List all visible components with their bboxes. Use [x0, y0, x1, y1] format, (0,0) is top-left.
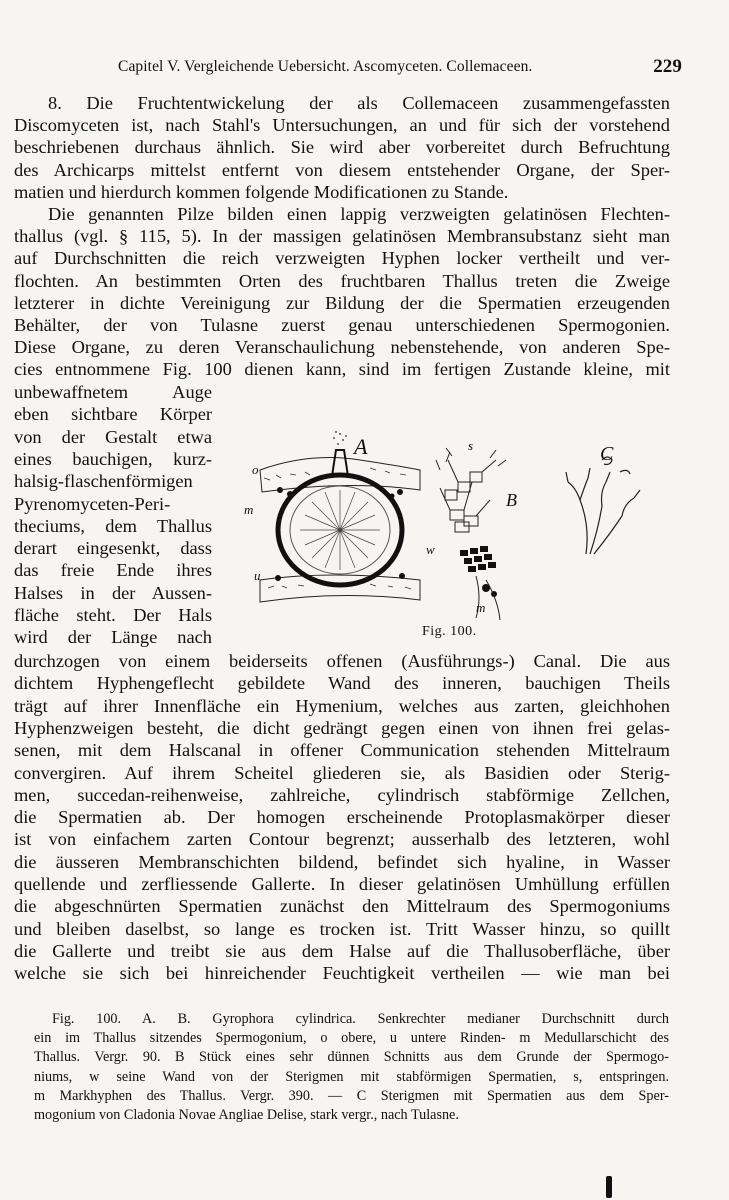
- text-line: welche sie sich bei hinreichender Feuchtigkeit vertheilen — wie man bei: [14, 963, 670, 984]
- text-line: eben sichtbare Körper: [14, 404, 212, 425]
- text-line: durchzogen von einem beiderseits offenen (Ausführungs-) Canal. Die aus: [14, 651, 670, 671]
- text-line: fläche steht. Der Hals: [14, 605, 212, 625]
- text-line: Hyphenzweigen besteht, die dicht gedrängt gegen einen von ihnen frei gelas-: [14, 717, 670, 738]
- figure-label-u: u: [254, 568, 261, 583]
- caption-line: mogonium von Cladonia Novae Angliae Delise, stark vergr., nach Tulasne.: [34, 1107, 459, 1123]
- text-line: derart eingesenkt, dass: [14, 538, 212, 559]
- page-edge-mark: [606, 1176, 612, 1198]
- text-line: Pyrenomyceten-Peri-: [14, 493, 171, 514]
- figure-inline-label: Fig. 100.: [422, 624, 477, 639]
- text-line: halsig-flaschenförmigen: [14, 471, 193, 492]
- figure-label-w: w: [426, 542, 435, 557]
- text-line: Discomyceten ist, nach Stahl's Untersuchungen, an und für sich der vorstehend: [14, 115, 670, 136]
- figure-C-sterigmata-cladonia: [566, 443, 640, 554]
- text-line: senen, mit dem Halscanal in offener Communication stehenden Mittelraum: [14, 740, 670, 761]
- figure-B-sterigmata-detail: [426, 438, 517, 620]
- running-title: Capitel V. Vergleichende Uebersicht. Ascomyceten. Collemaceen.: [118, 58, 533, 75]
- caption-line: ein im Thallus sitzendes Spermogonium, o obere, u untere Rinden- m Medullarschicht des: [34, 1030, 669, 1047]
- text-line: Behälter, der von Tulasne zuerst genau unterschiedenen Spermogonien.: [14, 315, 670, 335]
- text-line: die Gallerte und treibt sie aus dem Halse auf die Thallusoberfläche, über: [14, 940, 670, 961]
- figure-label-m: m: [244, 502, 254, 517]
- figure-label-m-B: m: [476, 600, 486, 615]
- text-line: trägt auf ihrer Innenfläche ein Hymenium, welches aus zarten, gleichhohen: [14, 695, 670, 716]
- text-line: und bleiben daselbst, so lange es trocken ist. Tritt Wasser hinzu, so quillt: [14, 918, 670, 939]
- figure-100-illustration: [244, 430, 690, 650]
- text-line: 8. Die Fruchtentwickelung der als Collemaceen zusammengefassten: [48, 93, 670, 113]
- text-line: cies entnommene Fig. 100 dienen kann, sind im fertigen Zustande kleine, mit: [14, 359, 670, 380]
- caption-line: Thallus. Vergr. 90. B Stück eines sehr dünnen Schnitts aus dem Grunde der Spermogo-: [34, 1049, 669, 1066]
- running-header: [118, 58, 684, 76]
- text-line: beschriebenen durchaus ähnlich. Sie wird aber vorbereitet durch Befruchtung: [14, 137, 670, 158]
- text-line: theciums, dem Thallus: [14, 515, 212, 536]
- text-line: thallus (vgl. § 115, 5). In der massigen gelatinösen Membransubstanz sieht man: [14, 226, 670, 247]
- text-line: flochten. An bestimmten Orten des fruchtbaren Thallus treten die Zweige: [14, 270, 670, 291]
- text-line: Halses in der Aussen-: [14, 582, 212, 603]
- text-line: unbewaffnetem Auge: [14, 382, 212, 402]
- figure-label-A: A: [354, 434, 368, 459]
- text-line: die Spermatien ab. Der homogen erscheinende Protoplasmakörper dieser: [14, 807, 670, 828]
- text-line: ist von einfachem zarten Contour begrenzt; ausserhalb des letzteren, wohl: [14, 829, 670, 850]
- text-line: eines bauchigen, kurz-: [14, 448, 212, 469]
- text-line: dichtem Hyphengeflecht gebildete Wand des inneren, bauchigen Theils: [14, 673, 670, 694]
- text-line: die abgeschnürten Spermatien zunächst den Mittelraum des Spermogoniums: [14, 896, 670, 917]
- text-line: matien und hierdurch kommen folgende Modificationen zu Stande.: [14, 181, 509, 202]
- text-line: wird der Länge nach: [14, 627, 212, 648]
- text-line: auf Durchschnitten die reich verzweigten Hyphen locker vertheilt und ver-: [14, 248, 670, 269]
- text-line: men, succedan-reihenweise, zahlreiche, cylindrisch stabförmige Zellchen,: [14, 784, 670, 805]
- text-line: das freie Ende ihres: [14, 560, 212, 581]
- caption-line: Fig. 100. A. B. Gyrophora cylindrica. Senkrechter medianer Durchschnitt durch: [52, 1011, 669, 1027]
- text-line: letzterer in dichte Vereinigung zur Bildung der die Spermatien erzeugenden: [14, 292, 670, 313]
- figure-label-C: C: [600, 443, 614, 465]
- caption-line: m Markhyphen des Thallus. Vergr. 390. — C Sterigmen mit Spermatien aus dem Sper-: [34, 1087, 669, 1104]
- figure-label-s: s: [468, 438, 474, 453]
- text-line: die äusseren Membranschichten bildend, befindet sich hyaline, in Wasser: [14, 851, 670, 872]
- text-line: Diese Organe, zu deren Veranschaulichung nebenstehende, von anderen Spe-: [14, 337, 670, 358]
- text-line: Die genannten Pilze bilden einen lappig verzweigten gelatinösen Flechten-: [48, 204, 670, 224]
- page-number: 229: [653, 56, 682, 77]
- text-line: des Archicarps mittelst entfernt von diesem entstehender Organe, der Sper-: [14, 159, 670, 180]
- text-line: convergiren. Auf ihrem Scheitel gliederen sie, als Basidien oder Sterig-: [14, 762, 670, 783]
- text-line: quellende und zerfliessende Gallerte. In dieser gelatinösen Umhüllung erfüllen: [14, 874, 670, 894]
- figure-label-o: o: [252, 462, 259, 477]
- figure-A-spermogonium-section: [244, 431, 420, 602]
- text-line: von der Gestalt etwa: [14, 426, 212, 447]
- caption-line: niums, w seine Wand von der Sterigmen mit stabförmigen Spermatien, s, entspringen.: [34, 1068, 669, 1085]
- figure-label-B: B: [506, 490, 517, 510]
